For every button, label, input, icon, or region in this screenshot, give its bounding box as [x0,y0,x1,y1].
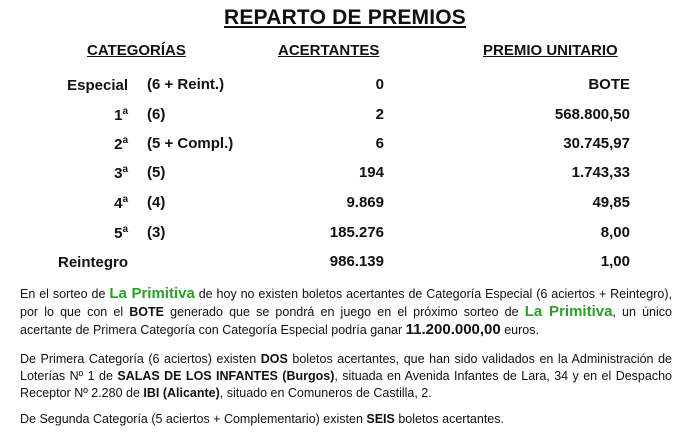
jackpot-paragraph: En el sorteo de La Primitiva de hoy no existen boletos acertantes de Categoría Especial (6 aciertos + Reintegro), por lo que con el BOTE generado que se pondrá en juego en el próximo sorteo de La Primitiva, un único acertante de Primera Categoría con Categoría Especial podría ganar 11.200.000,00 euros. [20,285,672,338]
winners-count: 6 [375,135,384,152]
unit-prize: 49,85 [592,194,630,211]
unit-prize: BOTE [588,76,630,93]
category-detail: (5) [147,164,166,181]
sales-point: IBI (Alicante) [143,386,220,400]
page-title: REPARTO DE PREMIOS [223,6,467,29]
category-name: 1$^a$ [114,106,128,124]
winners-count: 194 [358,164,384,181]
unit-prize: 568.800,50 [554,106,630,123]
category-detail: (6) [147,106,166,123]
category-detail: (3) [147,224,166,241]
header-categorias: CATEGORÍAS [87,42,186,59]
header-acertantes: ACERTANTES [278,42,380,59]
brand-name: La Primitiva [109,285,195,302]
unit-prize: 30.745,97 [563,135,630,152]
category-detail: (4) [147,194,166,211]
category-name: 5$^a$ [114,224,128,242]
first-category-paragraph: De Primera Categoría (6 aciertos) existen DOS boletos acertantes, que han sido validados en la Administración de Loterías Nº 1 de SALAS DE LOS INFANTES (Burgos), situada en Avenida Infantes de Lara, 34 y en el Despacho Receptor Nº 2.280 de IBI (Alicante), situado en Comuneros de Castilla, 2. [20,352,672,400]
second-category-paragraph: De Segunda Categoría (5 aciertos + Complementario) existen SEIS boletos acertantes. [20,412,504,426]
sales-point: SALAS DE LOS INFANTES (Burgos) [117,369,335,383]
table-row [0,106,690,128]
category-name: Reintegro [57,254,128,271]
category-detail: (6 + Reint.) [147,76,225,93]
winners-count: 986.139 [329,253,384,270]
unit-prize: 1,00 [600,253,630,270]
table-row [0,224,690,246]
unit-prize: 8,00 [600,224,630,241]
table-row [0,194,690,216]
category-name: 4$^a$ [114,194,128,212]
winners-count: 185.276 [329,224,384,241]
table-row [0,253,690,275]
bote-label: BOTE [129,305,164,319]
jackpot-amount: 11.200.000,00 [405,321,501,338]
table-row [0,164,690,186]
category-detail: (5 + Compl.) [147,135,234,152]
winners-count: 0 [375,76,384,93]
category-name: Especial [67,77,128,94]
brand-name: La Primitiva [524,303,613,320]
unit-prize: 1.743,33 [571,164,630,181]
table-row [0,135,690,157]
winners-count: 2 [375,106,384,123]
category-name: 3$^a$ [114,164,128,182]
category-name: 2$^a$ [114,135,128,153]
table-row [0,76,690,98]
header-premio-unitario: PREMIO UNITARIO [483,42,618,59]
winners-count: 9.869 [346,194,384,211]
